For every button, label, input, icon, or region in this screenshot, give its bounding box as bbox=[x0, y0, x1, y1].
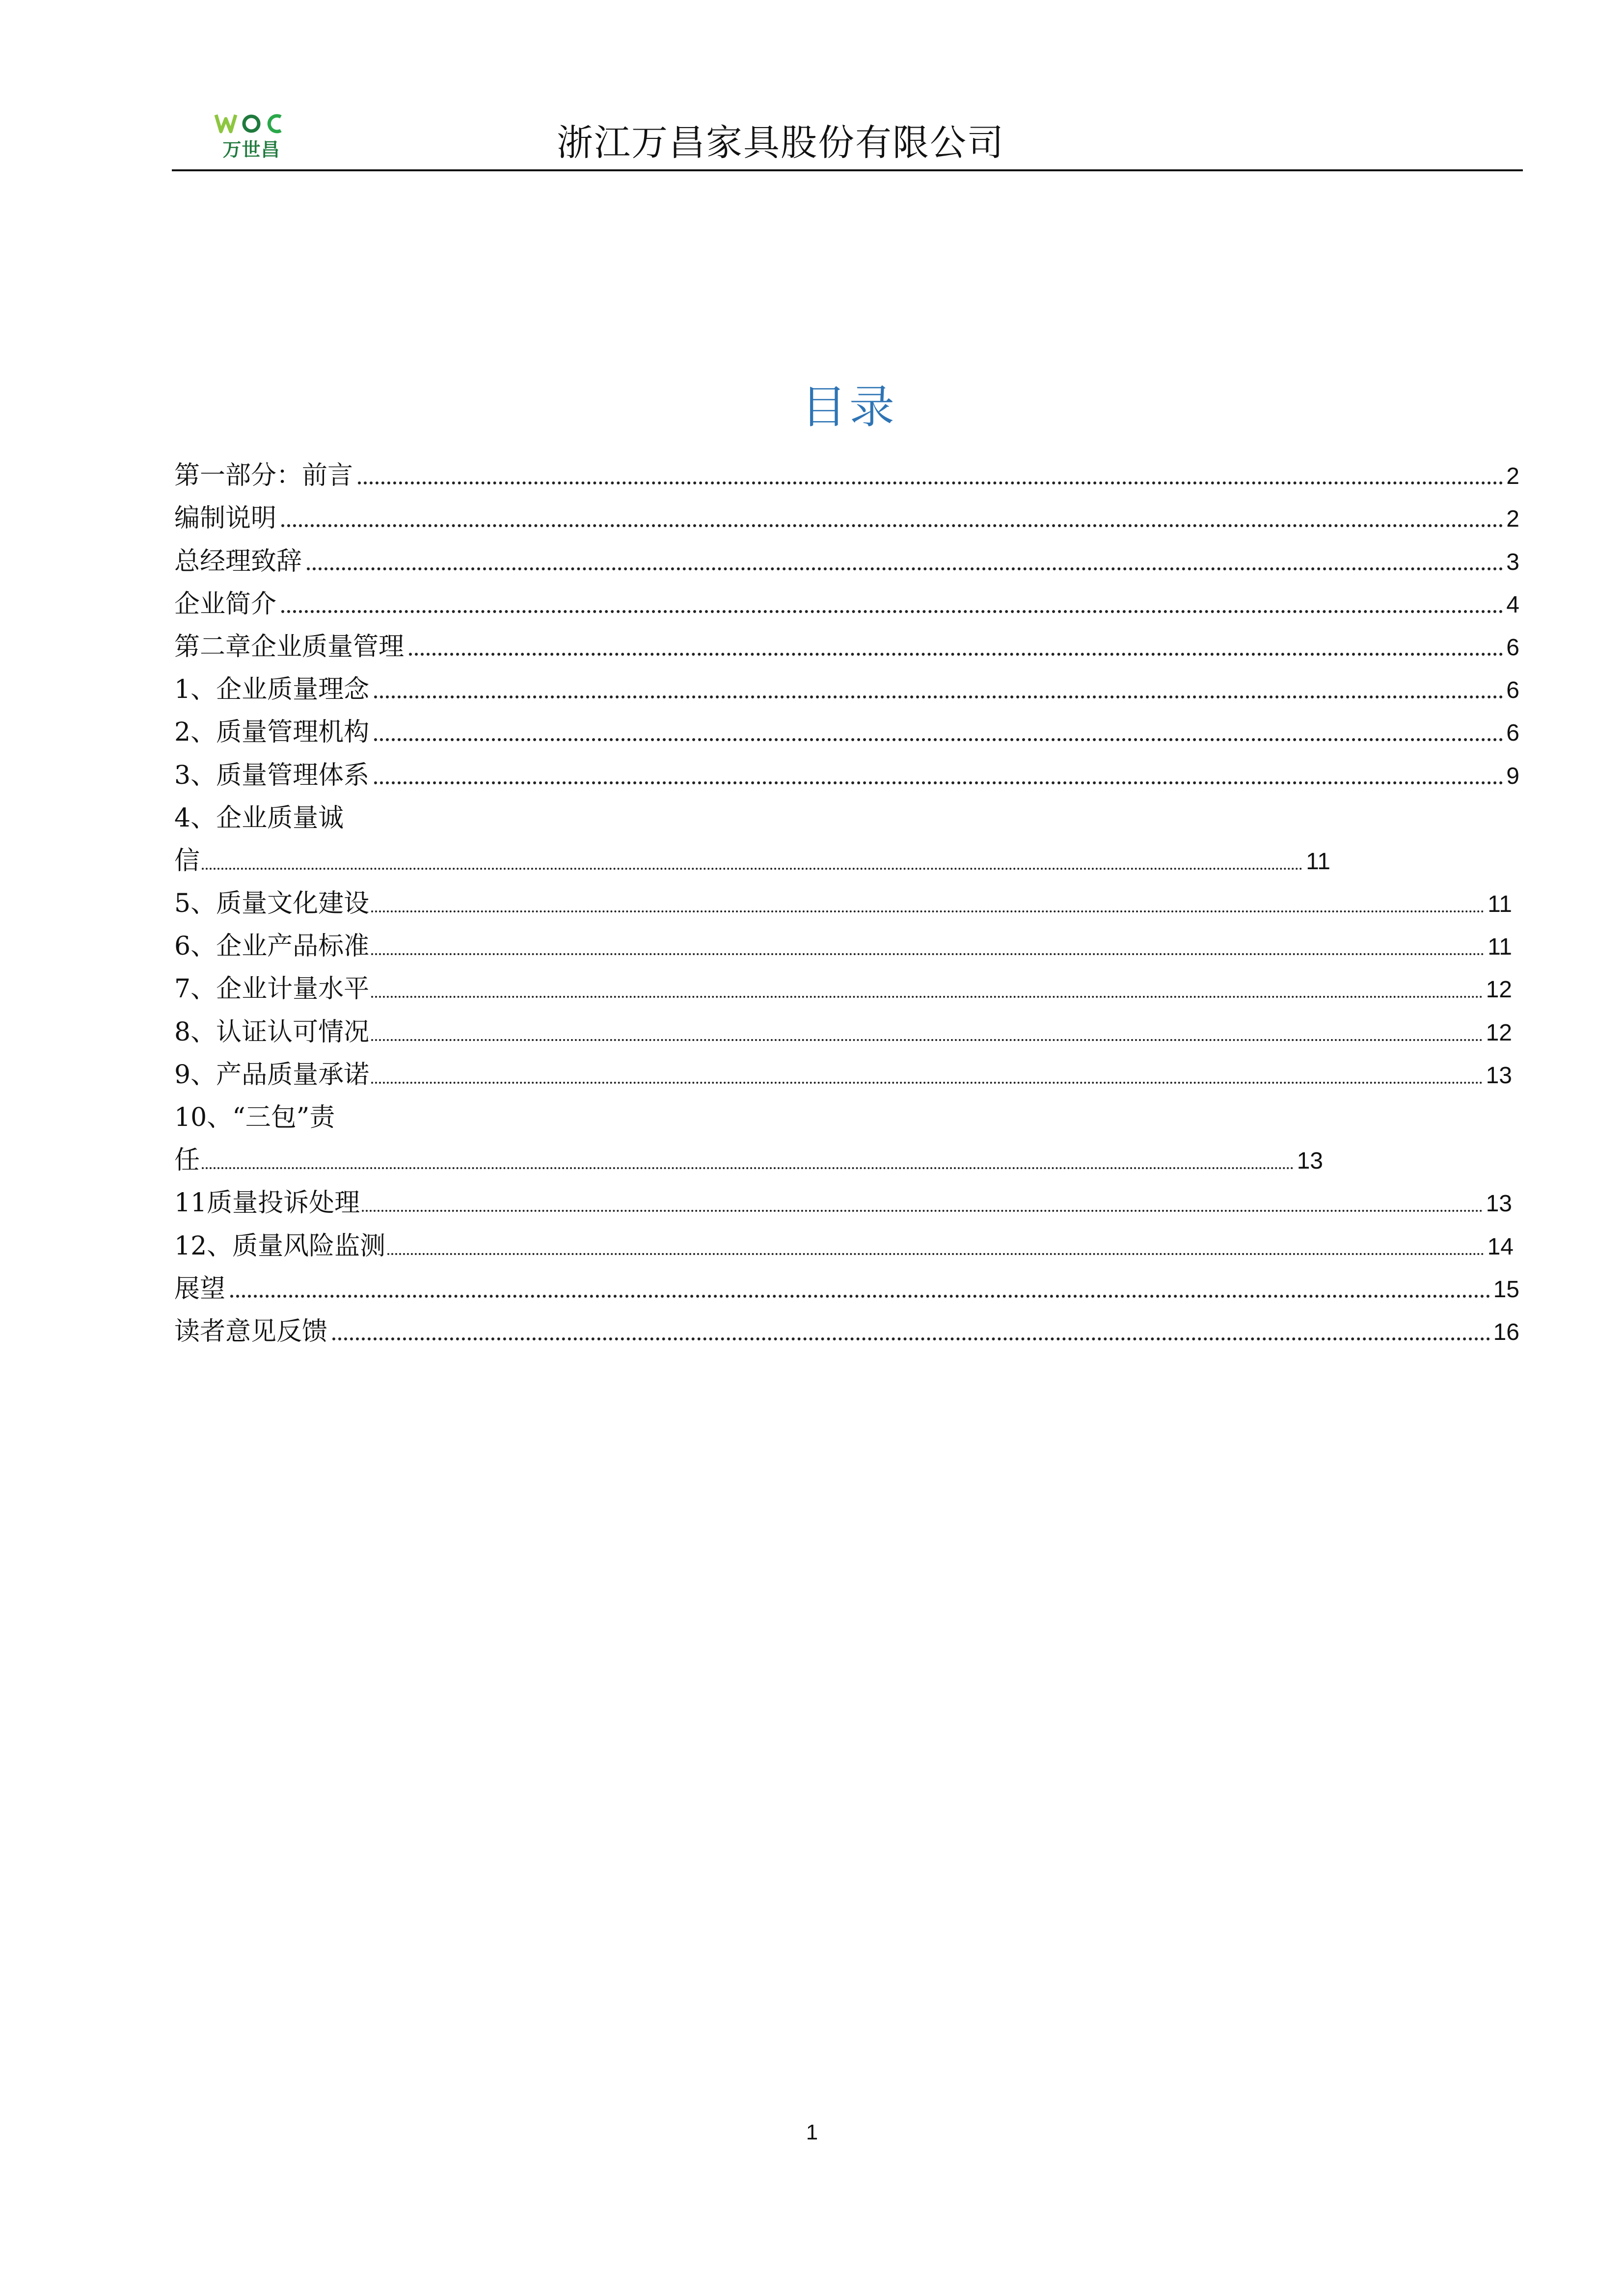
toc-entry[interactable] bbox=[174, 488, 1519, 534]
toc-entry-page: 2 bbox=[1506, 506, 1519, 533]
toc-leader-dots bbox=[374, 781, 1503, 784]
toc-entry[interactable] bbox=[174, 1216, 1519, 1261]
toc-entry-page: 6 bbox=[1506, 677, 1519, 704]
toc-entry[interactable] bbox=[174, 574, 1519, 617]
toc-leader-dots bbox=[202, 868, 1303, 870]
toc-entry-label: 6、企业产品标准 bbox=[174, 932, 370, 961]
toc-entry[interactable] bbox=[174, 1130, 1519, 1173]
toc-entry-page: 12 bbox=[1486, 977, 1512, 1003]
toc-entry-label: 第二章企业质量管理 bbox=[174, 632, 405, 662]
page-number: 1 bbox=[806, 2120, 818, 2144]
toc-entry-label: 12、质量风险监测 bbox=[174, 1231, 386, 1261]
toc-entry[interactable] bbox=[174, 446, 1519, 491]
toc-entry[interactable] bbox=[174, 959, 1519, 1002]
toc-entry[interactable] bbox=[174, 916, 1519, 959]
toc-leader-dots bbox=[202, 1167, 1294, 1169]
toc-entry[interactable] bbox=[174, 660, 1519, 705]
toc-entry-page: 13 bbox=[1486, 1191, 1512, 1217]
toc-leader-dots bbox=[371, 1082, 1483, 1084]
toc-entry-page: 12 bbox=[1486, 1019, 1512, 1046]
toc-leader-dots bbox=[362, 1210, 1483, 1212]
toc-entry-page: 4 bbox=[1506, 591, 1519, 618]
toc-entry-wrapped-line[interactable] bbox=[174, 1088, 1519, 1130]
toc-entry-label: 9、产品质量承诺 bbox=[174, 1060, 370, 1090]
toc-leader-dots bbox=[387, 1253, 1484, 1255]
toc-entry[interactable] bbox=[174, 531, 1519, 574]
toc-entry-page: 13 bbox=[1486, 1062, 1512, 1089]
logo-mark-icon bbox=[212, 112, 291, 136]
toc-entry[interactable] bbox=[174, 702, 1519, 748]
toc-entry-label: 4、企业质量诚 bbox=[174, 803, 344, 833]
logo-text: 万世昌 bbox=[222, 139, 280, 160]
toc-entry-page: 9 bbox=[1506, 763, 1519, 789]
toc-leader-dots bbox=[371, 953, 1485, 955]
toc-entry-page: 13 bbox=[1297, 1148, 1323, 1175]
toc-entry[interactable] bbox=[174, 745, 1519, 788]
toc-entry-label: 1、企业质量理念 bbox=[174, 675, 370, 705]
toc-entry-label: 5、质量文化建设 bbox=[174, 889, 370, 919]
toc-entry-label: 8、认证认可情况 bbox=[174, 1017, 370, 1047]
company-name: 浙江万昌家具股份有限公司 bbox=[557, 122, 1004, 164]
toc-entry[interactable] bbox=[174, 831, 1519, 874]
toc-entry-label: 10、“三包”责 bbox=[174, 1103, 335, 1132]
toc-entry-label: 信 bbox=[174, 846, 200, 876]
toc-entry-label: 总经理致辞 bbox=[174, 546, 302, 576]
toc-leader-dots bbox=[332, 1337, 1490, 1340]
toc-entry-page: 16 bbox=[1493, 1319, 1519, 1345]
toc-leader-dots bbox=[371, 1039, 1483, 1041]
toc-entry[interactable] bbox=[174, 874, 1519, 919]
toc-entry-wrapped-line[interactable] bbox=[174, 788, 1519, 831]
toc-entry[interactable] bbox=[174, 1259, 1519, 1302]
toc-entry-page: 15 bbox=[1493, 1276, 1519, 1303]
toc-entry-label: 编制说明 bbox=[174, 504, 277, 534]
toc-entry-page: 11 bbox=[1488, 891, 1512, 918]
toc-entry-page: 6 bbox=[1506, 720, 1519, 747]
toc-title: 目录 bbox=[801, 381, 897, 433]
toc-entry-label: 第一部分：前言 bbox=[174, 461, 353, 491]
toc-entry-page: 14 bbox=[1487, 1233, 1514, 1260]
toc-entry-page: 11 bbox=[1306, 848, 1330, 875]
toc-entry[interactable] bbox=[174, 1045, 1519, 1088]
toc-leader-dots bbox=[307, 567, 1503, 570]
toc-entry-label: 2、质量管理机构 bbox=[174, 718, 370, 748]
toc-entry-label: 任 bbox=[174, 1146, 200, 1175]
toc-entry-label: 企业简介 bbox=[174, 589, 277, 619]
table-of-contents bbox=[174, 446, 1519, 1344]
toc-entry-page: 6 bbox=[1506, 634, 1519, 661]
toc-leader-dots bbox=[409, 653, 1503, 656]
toc-entry[interactable] bbox=[174, 617, 1519, 660]
toc-leader-dots bbox=[281, 610, 1503, 613]
toc-leader-dots bbox=[281, 524, 1503, 527]
company-logo bbox=[212, 112, 291, 160]
toc-entry-page: 3 bbox=[1506, 549, 1519, 575]
toc-entry[interactable] bbox=[174, 1002, 1519, 1047]
toc-leader-dots bbox=[371, 996, 1483, 998]
header-divider bbox=[172, 169, 1523, 171]
toc-leader-dots bbox=[374, 695, 1503, 698]
toc-entry-page: 2 bbox=[1506, 463, 1519, 490]
toc-leader-dots bbox=[371, 910, 1485, 912]
toc-entry-label: 读者意见反馈 bbox=[174, 1316, 328, 1346]
toc-entry-page: 11 bbox=[1488, 934, 1512, 961]
toc-entry-label: 7、企业计量水平 bbox=[174, 974, 370, 1004]
toc-leader-dots bbox=[230, 1295, 1490, 1298]
toc-entry[interactable] bbox=[174, 1173, 1519, 1216]
toc-entry-label: 3、质量管理体系 bbox=[174, 760, 370, 790]
toc-entry-label: 展望 bbox=[174, 1274, 226, 1304]
toc-entry[interactable] bbox=[174, 1302, 1519, 1344]
toc-entry-label: 11质量投诉处理 bbox=[174, 1188, 360, 1218]
toc-leader-dots bbox=[374, 738, 1503, 741]
toc-leader-dots bbox=[358, 481, 1503, 484]
